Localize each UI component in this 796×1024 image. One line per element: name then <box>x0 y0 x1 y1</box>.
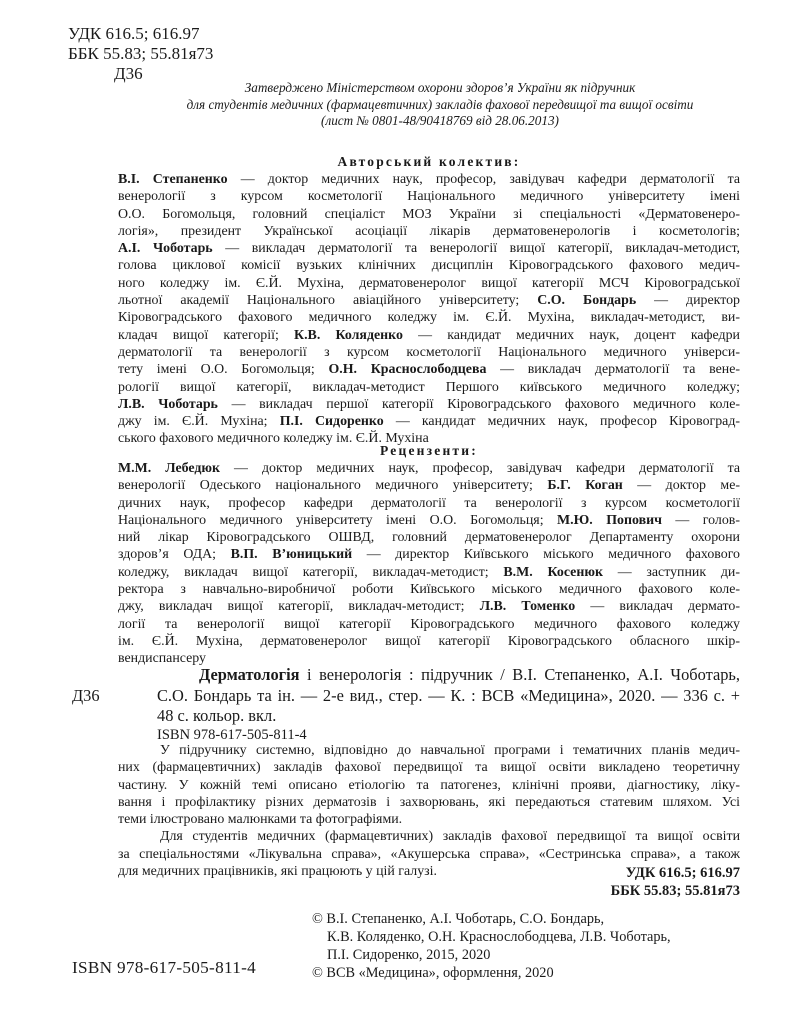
classification-codes <box>68 24 213 84</box>
text-line <box>118 460 740 477</box>
person-name: Л.В. Чоботарь <box>118 396 218 412</box>
person-name: М.М. Лебедюк <box>118 461 221 476</box>
abstract-line: за спеціальностями «Лікувальна справа», «Акушерська справа», «Сестринська справа», а також <box>118 846 740 862</box>
text-run: — заступник ди- <box>602 564 740 580</box>
text-line <box>118 529 740 546</box>
abstract-line: для медичних працівників, які працюють у цій галузі. <box>118 864 437 880</box>
person-name: Б.Г. Коган <box>547 478 623 494</box>
copyright-line: К.В. Коляденко, О.Н. Краснослободцева, Л.В. Чоботарь, <box>327 929 671 945</box>
text-run: ім. Є.Й. Мухіна, дерматовенеролог вищої категорії Кіровоградського обласного шкір- <box>118 633 740 649</box>
person-name: Дерматологія <box>199 665 300 684</box>
text-line <box>118 616 740 633</box>
text-line <box>118 344 740 361</box>
text-run: О.О. Богомольця, головний спеціаліст МОЗ України зі спеціальності «Дерматовенеро- <box>118 206 740 222</box>
bbk-code: ББК 55.83; 55.81я73 <box>68 44 214 63</box>
text-run: джу, викладач вищої категорії, викладач-методист; <box>118 599 480 615</box>
text-line <box>118 495 740 512</box>
person-name: А.І. Чоботарь <box>118 241 213 257</box>
text-line <box>118 257 740 274</box>
approval-line: Затверджено Міністерством охорони здоров’я України як підручник <box>244 80 636 95</box>
text-run: 48 с. кольор. вкл. <box>157 706 277 725</box>
text-run: — доктор медичних наук, професор, завідувач кафедри дерматології та <box>220 461 741 476</box>
text-run: льотної академії Національного авіаційного університету; <box>118 293 538 309</box>
text-line <box>157 665 740 686</box>
text-run: Кіровоградського фахового медичного коледжу ім. Є.Й. Мухіна, викладач-методист, ви- <box>118 310 740 326</box>
text-run: джу ім. Є.Й. Мухіна; <box>118 414 280 430</box>
approval-line: (лист № 0801-48/90418769 від 28.06.2013) <box>321 113 559 128</box>
text-run: вендиспансеру <box>118 651 206 667</box>
text-line <box>118 171 740 188</box>
text-run: — кандидат медичних наук, професор Кіровоград- <box>383 414 741 430</box>
text-run: логії та венерології вищої категорії Кіровоградського медичного фахового коледжу <box>118 616 740 632</box>
text-line <box>118 379 740 396</box>
person-name: П.І. Сидоренко <box>279 414 384 430</box>
text-run: венерології Одеського національного медичного університету; <box>118 478 548 494</box>
text-line <box>118 292 740 309</box>
abstract-line: Для студентів медичних (фармацевтичних) закладів фахової передвищої та вищої освіти <box>160 829 740 845</box>
text-line <box>118 275 740 292</box>
abstract-line: вання і профілактику різних дерматозів і захворювань, які передаються статевим шляхом. Усі <box>118 794 740 810</box>
text-line <box>118 327 740 344</box>
text-line <box>118 512 740 529</box>
text-line <box>118 206 740 223</box>
text-run: ського фахового медичного коледжу ім. Є.Й. Мухіна <box>118 431 429 447</box>
text-run: — директор <box>636 293 740 309</box>
text-run: здоров’я ОДА; <box>118 547 231 563</box>
reviewers-heading: Рецензенти: <box>380 443 478 458</box>
abstract-line: них (фармацевтичних) закладів фахової передвищої та вищої освіти викладено теоретичну <box>118 760 740 776</box>
text-line <box>118 361 740 378</box>
approval-statement <box>140 80 740 130</box>
text-run: — викладач дермато- <box>575 599 740 615</box>
text-line <box>118 477 740 494</box>
copyright-line: © ВСВ «Медицина», оформлення, 2020 <box>312 965 554 981</box>
text-line <box>118 413 740 430</box>
text-run: рології вищої категорії, викладач-методист Першого київського медичного коледжу; <box>118 379 740 395</box>
copyright-line: П.І. Сидоренко, 2015, 2020 <box>327 947 491 963</box>
text-run: Національного медичного університету імені О.О. Богомольця; <box>118 512 558 528</box>
person-name: Л.В. Томенко <box>479 599 576 615</box>
authors-heading: Авторський колектив: <box>337 154 521 169</box>
text-run: коледжу, викладач вищої категорії, викладач-методист; <box>118 564 504 580</box>
person-name: К.В. Коляденко <box>294 327 403 343</box>
text-line <box>118 598 740 615</box>
footer-udk: УДК 616.5; 616.97 <box>625 865 740 881</box>
biblio-isbn: ISBN 978-617-505-811-4 <box>157 727 307 743</box>
text-line <box>157 686 740 707</box>
copyright-block <box>312 910 671 982</box>
text-run: голова циклової комісії вузьких клінічних дисциплін Кіровоградського фахового медич- <box>118 258 740 274</box>
text-line <box>118 564 740 581</box>
text-run: кладач вищої категорії; <box>118 327 295 343</box>
approval-line: для студентів медичних (фармацевтичних) закладів фахової передвищої та вищої освіти <box>186 96 694 112</box>
text-run: С.О. Бондарь та ін. — 2-е вид., стер. — К. : ВСВ «Медицина», 2020. — 336 с. + <box>157 685 740 705</box>
abstract-line: частину. У кожній темі описано етіологію та патогенез, клінічні прояви, діагностику, ліку- <box>118 777 740 793</box>
person-name: О.Н. Краснослободцева <box>328 362 487 378</box>
text-run: ректора з навчально-виробничої роботи Київського міського медичного фахового коле- <box>118 582 740 598</box>
text-run: дерматології та венерології з курсом косметології Національного медичного універси- <box>118 344 740 360</box>
text-line <box>118 546 740 563</box>
text-run: венерології з курсом косметології Національного медичного університету імені <box>118 189 740 205</box>
isbn: ISBN 978-617-505-811-4 <box>72 958 257 977</box>
text-line <box>118 309 740 326</box>
text-line <box>118 581 740 598</box>
authors-paragraph <box>118 171 740 448</box>
text-line <box>118 240 740 257</box>
text-run: — кандидат медичних наук, доцент кафедри <box>402 327 740 343</box>
person-name: М.Ю. Попович <box>557 512 662 528</box>
reviewers-paragraph <box>118 460 740 668</box>
text-run: — викладач дерматології та венерології вищої категорії, викладач-методист, <box>212 241 740 257</box>
footer-codes <box>611 864 740 900</box>
person-name: В.І. Степаненко <box>118 172 228 187</box>
person-name: С.О. Бондарь <box>537 293 637 309</box>
text-run: — викладач першої категорії Кіровоградського фахового медичного коле- <box>217 396 740 412</box>
footer-bbk: ББК 55.83; 55.81я73 <box>610 883 740 899</box>
text-run: логія», президент Української асоціації лікарів дерматовенерологів і косметологів; <box>118 223 740 239</box>
text-run: — викладач дерматології та вене- <box>486 362 740 378</box>
text-line <box>118 633 740 650</box>
abstract-line: теми ілюстровано малюнками та фотографіями. <box>118 812 403 828</box>
text-run: — доктор медичних наук, професор, завідувач кафедри дерматології та <box>227 172 740 187</box>
abstract <box>118 742 740 880</box>
text-line <box>118 396 740 413</box>
text-run: і венерологія : підручник / В.І. Степаненко, А.І. Чоботарь, <box>299 665 740 684</box>
abstract-line: У підручнику системно, відповідно до навчальної програми і тематичних планів медич- <box>160 743 740 758</box>
text-line <box>118 188 740 205</box>
text-run: — директор Київського міського медичного фахового <box>352 547 740 563</box>
copyright-line: © В.І. Степаненко, А.І. Чоботарь, С.О. Бондарь, <box>312 911 605 927</box>
biblio-author-mark: Д36 <box>72 686 100 705</box>
text-run: дичних наук, професор кафедри дерматології та венерології з курсом косметології <box>118 495 740 511</box>
text-run: тету імені О.О. Богомольця; <box>118 362 329 378</box>
person-name: В.П. В’юницький <box>230 547 353 563</box>
person-name: В.М. Косенюк <box>503 564 603 580</box>
text-run: ний лікар Кіровоградського ОШВД, головний дерматовенеролог Департаменту охорони <box>118 530 740 546</box>
udk-code: УДК 616.5; 616.97 <box>68 24 200 43</box>
author-mark: Д36 <box>114 64 143 83</box>
text-run: — голов- <box>661 512 740 528</box>
text-line <box>118 223 740 240</box>
text-line <box>157 706 740 727</box>
text-run: — доктор ме- <box>622 478 741 494</box>
text-run: ного коледжу ім. Є.Й. Мухіна, дерматовенеролог вищої категорії МСЧ Кіровоградської <box>118 275 740 291</box>
bibliographic-record <box>157 665 740 727</box>
